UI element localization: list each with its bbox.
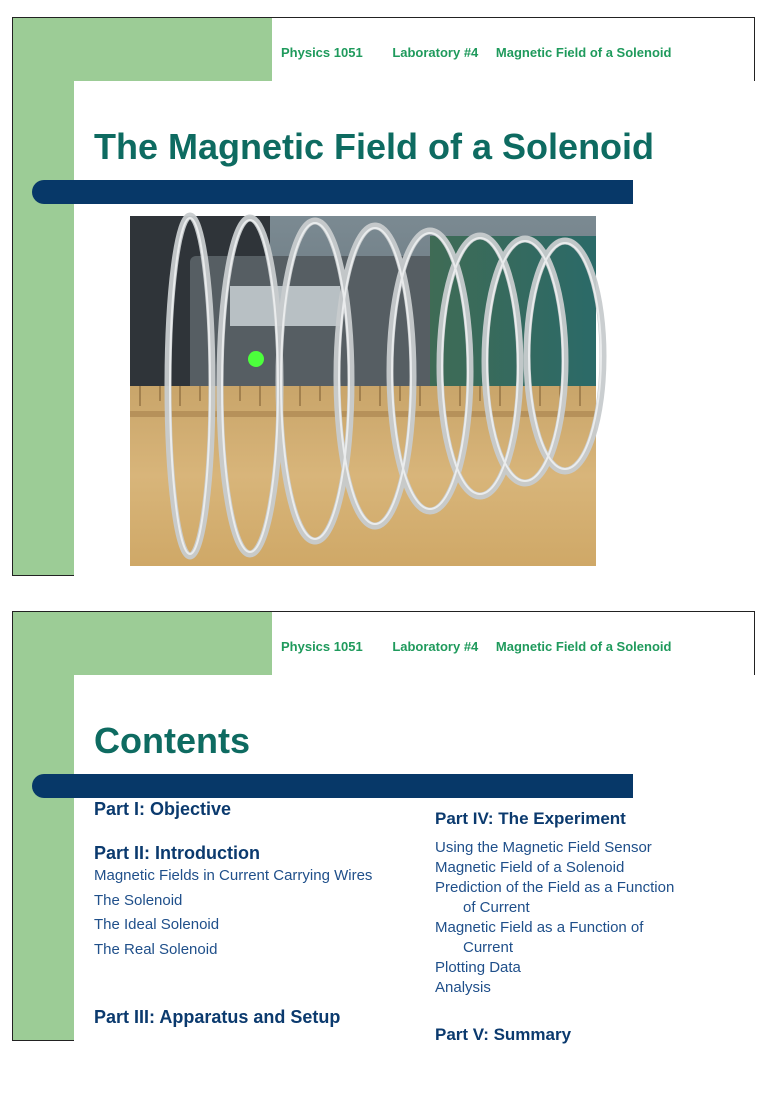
header-topic: Magnetic Field of a Solenoid [495,639,672,654]
header-lab: Laboratory #4 [392,45,479,60]
header-lab: Laboratory #4 [392,639,479,654]
part-heading: Part I: Objective [94,799,232,819]
part-heading: Part IV: The Experiment [435,809,626,828]
contents-item: Prediction of the Field as a Function [435,879,675,896]
slide-header [281,45,671,60]
contents-item: Plotting Data [435,959,521,976]
contents-item: The Solenoid [94,891,183,909]
header-topic: Magnetic Field of a Solenoid [495,45,672,60]
green-header-block [13,612,272,675]
part-heading: Part III: Apparatus and Setup [94,1007,341,1027]
header-course: Physics 1051 [281,45,363,60]
contents-left-column [94,798,424,1028]
slide-title [12,17,755,576]
contents-item: Magnetic Fields in Current Carrying Wires [94,867,373,884]
title-underline-bar [32,180,633,204]
contents-right-column [435,808,735,1046]
contents-item: Magnetic Field as a Function of [435,919,644,936]
green-sidebar [13,612,74,1040]
green-sidebar [13,18,74,575]
green-header-block [13,18,272,81]
slide-header [281,639,671,654]
slide-contents [12,611,755,1044]
slide-title-text: The Magnetic Field of a Solenoid [94,126,655,167]
solenoid-coil-photo [130,216,596,566]
header-course: Physics 1051 [281,639,363,654]
contents-item: of Current [463,899,530,916]
contents-item: The Ideal Solenoid [94,916,220,933]
title-underline-bar [32,774,633,798]
part-heading: Part II: Introduction [94,843,260,863]
contents-item: The Real Solenoid [94,940,218,958]
contents-item: Current [463,939,514,956]
contents-item: Analysis [435,979,491,996]
contents-item: Magnetic Field of a Solenoid [435,859,625,876]
contents-title: Contents [94,720,250,761]
contents-item: Using the Magnetic Field Sensor [435,839,652,856]
part-heading: Part V: Summary [435,1025,572,1044]
